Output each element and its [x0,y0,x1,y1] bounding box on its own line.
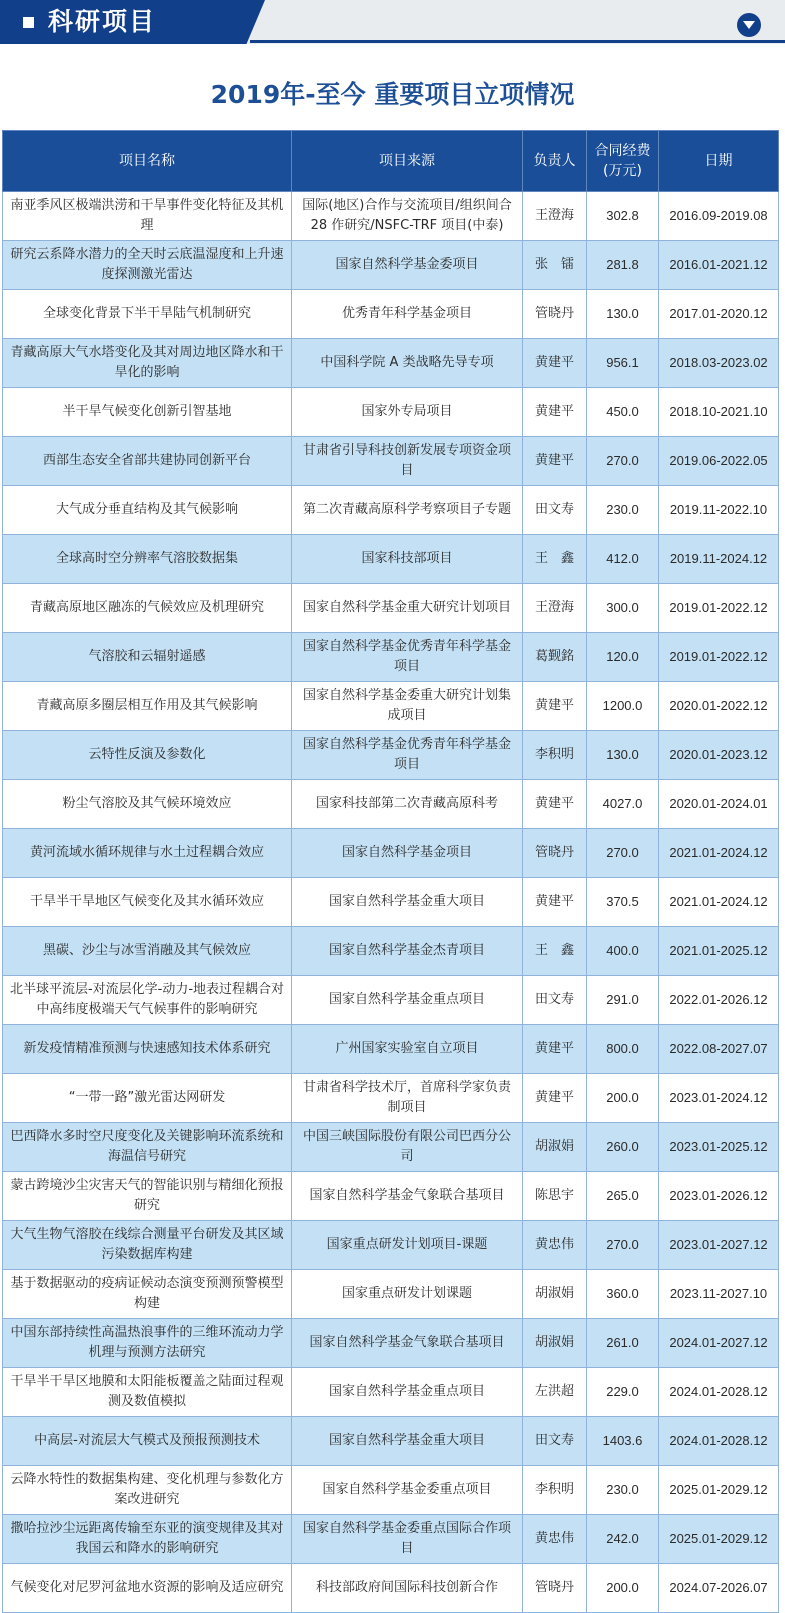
project-source-cell: 国家自然科学基金重点项目 [292,976,523,1025]
project-name-cell: 撒哈拉沙尘远距离传输至东亚的演变规律及其对我国云和降水的影响研究 [3,1515,292,1564]
col-header-funds-line1: 合同经费 [594,143,651,159]
project-source-cell: 中国科学院 A 类战略先导专项 [292,339,523,388]
project-funds-cell: 200.0 [587,1564,659,1613]
project-date-cell: 2022.01-2026.12 [659,976,779,1025]
project-funds-cell: 261.0 [587,1319,659,1368]
table-row [3,1564,779,1613]
project-date-cell: 2018.10-2021.10 [659,388,779,437]
project-funds-cell: 230.0 [587,1466,659,1515]
project-funds-cell: 260.0 [587,1123,659,1172]
project-source-cell: 国家自然科学基金委重点项目 [292,1466,523,1515]
project-date-cell: 2023.11-2027.10 [659,1270,779,1319]
project-name-cell: 粉尘气溶胶及其气候环境效应 [3,780,292,829]
project-source-cell: 甘肃省引导科技创新发展专项资金项目 [292,437,523,486]
project-name-cell: 云特性反演及参数化 [3,731,292,780]
project-date-cell: 2016.01-2021.12 [659,241,779,290]
project-name-cell: 蒙古跨境沙尘灾害天气的智能识别与精细化预报研究 [3,1172,292,1221]
project-lead-cell: 王 鑫 [523,927,587,976]
table-row [3,437,779,486]
project-source-cell: 国家科技部项目 [292,535,523,584]
table-row [3,633,779,682]
project-date-cell: 2023.01-2026.12 [659,1172,779,1221]
project-source-cell: 国家重点研发计划项目-课题 [292,1221,523,1270]
project-date-cell: 2019.11-2024.12 [659,535,779,584]
project-lead-cell: 田文寿 [523,1417,587,1466]
project-lead-cell: 李积明 [523,731,587,780]
project-funds-cell: 400.0 [587,927,659,976]
project-source-cell: 国家外专局项目 [292,388,523,437]
table-row [3,241,779,290]
project-name-cell: 云降水特性的数据集构建、变化机理与参数化方案改进研究 [3,1466,292,1515]
project-name-cell: 研究云系降水潜力的全天时云底温湿度和上升速度探测激光雷达 [3,241,292,290]
project-source-cell: 国际(地区)合作与交流项目/组织间合 28 作研究/NSFC-TRF 项目(中泰) [292,192,523,241]
project-name-cell: 全球高时空分辨率气溶胶数据集 [3,535,292,584]
project-lead-cell: 王澄海 [523,192,587,241]
project-source-cell: 国家自然科学基金项目 [292,829,523,878]
project-funds-cell: 800.0 [587,1025,659,1074]
project-funds-cell: 450.0 [587,388,659,437]
table-row [3,976,779,1025]
project-name-cell: “一带一路”激光雷达网研发 [3,1074,292,1123]
project-lead-cell: 黄建平 [523,1025,587,1074]
col-header-name: 项目名称 [3,131,292,192]
project-date-cell: 2024.01-2027.12 [659,1319,779,1368]
col-header-funds [587,131,659,192]
table-row [3,535,779,584]
project-lead-cell: 胡淑娟 [523,1270,587,1319]
table-row [3,1074,779,1123]
project-date-cell: 2024.07-2026.07 [659,1564,779,1613]
project-source-cell: 国家自然科学基金重点项目 [292,1368,523,1417]
section-title: 科研项目 [48,7,157,36]
project-lead-cell: 张 镭 [523,241,587,290]
project-funds-cell: 300.0 [587,584,659,633]
table-row [3,1270,779,1319]
project-date-cell: 2020.01-2022.12 [659,682,779,731]
project-lead-cell: 王澄海 [523,584,587,633]
project-name-cell: 大气生物气溶胶在线综合测量平台研发及其区域污染数据库构建 [3,1221,292,1270]
project-date-cell: 2017.01-2020.12 [659,290,779,339]
project-name-cell: 黄河流域水循环规律与水土过程耦合效应 [3,829,292,878]
col-header-source: 项目来源 [292,131,523,192]
project-funds-cell: 1403.6 [587,1417,659,1466]
project-date-cell: 2019.06-2022.05 [659,437,779,486]
table-row [3,290,779,339]
table-row [3,1417,779,1466]
project-funds-cell: 360.0 [587,1270,659,1319]
project-date-cell: 2020.01-2024.01 [659,780,779,829]
project-name-cell: 新发疫情精准预测与快速感知技术体系研究 [3,1025,292,1074]
project-funds-cell: 302.8 [587,192,659,241]
project-lead-cell: 田文寿 [523,486,587,535]
project-name-cell: 黑碳、沙尘与冰雪消融及其气候效应 [3,927,292,976]
table-row [3,388,779,437]
project-source-cell: 国家自然科学基金重大项目 [292,878,523,927]
project-funds-cell: 120.0 [587,633,659,682]
project-date-cell: 2023.01-2025.12 [659,1123,779,1172]
table-row [3,927,779,976]
project-name-cell: 大气成分垂直结构及其气候影响 [3,486,292,535]
project-lead-cell: 黄忠伟 [523,1221,587,1270]
table-row [3,780,779,829]
projects-table [2,130,779,1613]
table-row [3,192,779,241]
project-date-cell: 2019.01-2022.12 [659,584,779,633]
table-row [3,1466,779,1515]
table-row [3,486,779,535]
project-source-cell: 科技部政府间国际科技创新合作 [292,1564,523,1613]
table-row [3,1368,779,1417]
project-funds-cell: 230.0 [587,486,659,535]
project-funds-cell: 130.0 [587,290,659,339]
project-source-cell: 甘肃省科学技术厅，首席科学家负责制项目 [292,1074,523,1123]
col-header-date: 日期 [659,131,779,192]
project-funds-cell: 270.0 [587,829,659,878]
project-name-cell: 全球变化背景下半干旱陆气机制研究 [3,290,292,339]
project-name-cell: 干旱半干旱区地膜和太阳能板覆盖之陆面过程观测及数值模拟 [3,1368,292,1417]
project-date-cell: 2019.11-2022.10 [659,486,779,535]
table-row [3,878,779,927]
project-name-cell: 中高层-对流层大气模式及预报预测技术 [3,1417,292,1466]
project-source-cell: 国家自然科学基金重大研究计划项目 [292,584,523,633]
project-lead-cell: 胡淑娟 [523,1123,587,1172]
project-name-cell: 北半球平流层-对流层化学-动力-地表过程耦合对中高纬度极端天气气候事件的影响研究 [3,976,292,1025]
project-funds-cell: 200.0 [587,1074,659,1123]
table-row [3,1515,779,1564]
table-row [3,1123,779,1172]
project-lead-cell: 黄忠伟 [523,1515,587,1564]
project-date-cell: 2023.01-2027.12 [659,1221,779,1270]
project-source-cell: 国家自然科学基金优秀青年科学基金项目 [292,731,523,780]
table-row [3,584,779,633]
project-source-cell: 国家自然科学基金委项目 [292,241,523,290]
project-source-cell: 国家自然科学基金气象联合基项目 [292,1172,523,1221]
project-lead-cell: 葛觐銘 [523,633,587,682]
project-name-cell: 中国东部持续性高温热浪事件的三维环流动力学机理与预测方法研究 [3,1319,292,1368]
project-funds-cell: 1200.0 [587,682,659,731]
project-lead-cell: 黄建平 [523,339,587,388]
col-header-funds-line2: (万元) [603,163,642,179]
project-name-cell: 气溶胶和云辐射遥感 [3,633,292,682]
project-funds-cell: 956.1 [587,339,659,388]
project-source-cell: 国家自然科学基金优秀青年科学基金项目 [292,633,523,682]
project-source-cell: 第二次青藏高原科学考察项目子专题 [292,486,523,535]
project-date-cell: 2024.01-2028.12 [659,1417,779,1466]
project-date-cell: 2021.01-2024.12 [659,829,779,878]
project-date-cell: 2024.01-2028.12 [659,1368,779,1417]
project-name-cell: 半干旱气候变化创新引智基地 [3,388,292,437]
project-lead-cell: 黄建平 [523,437,587,486]
project-lead-cell: 黄建平 [523,878,587,927]
table-row [3,1221,779,1270]
col-header-lead: 负责人 [523,131,587,192]
project-date-cell: 2016.09-2019.08 [659,192,779,241]
project-lead-cell: 左洪超 [523,1368,587,1417]
project-source-cell: 国家自然科学基金委重大研究计划集成项目 [292,682,523,731]
project-lead-cell: 黄建平 [523,388,587,437]
project-lead-cell: 胡淑娟 [523,1319,587,1368]
project-source-cell: 国家自然科学基金气象联合基项目 [292,1319,523,1368]
project-name-cell: 干旱半干旱地区气候变化及其水循环效应 [3,878,292,927]
chevron-down-icon[interactable] [737,13,761,37]
project-lead-cell: 黄建平 [523,1074,587,1123]
project-source-cell: 国家自然科学基金杰青项目 [292,927,523,976]
project-date-cell: 2022.08-2027.07 [659,1025,779,1074]
project-lead-cell: 管晓丹 [523,290,587,339]
project-funds-cell: 412.0 [587,535,659,584]
project-source-cell: 国家自然科学基金重大项目 [292,1417,523,1466]
project-funds-cell: 281.8 [587,241,659,290]
table-row [3,682,779,731]
project-lead-cell: 黄建平 [523,682,587,731]
project-name-cell: 巴西降水多时空尺度变化及关键影响环流系统和海温信号研究 [3,1123,292,1172]
project-funds-cell: 270.0 [587,1221,659,1270]
project-source-cell: 国家重点研发计划课题 [292,1270,523,1319]
square-bullet-icon [23,17,34,28]
project-date-cell: 2019.01-2022.12 [659,633,779,682]
project-lead-cell: 管晓丹 [523,1564,587,1613]
project-funds-cell: 242.0 [587,1515,659,1564]
project-name-cell: 青藏高原地区融冻的气候效应及机理研究 [3,584,292,633]
project-name-cell: 气候变化对尼罗河盆地水资源的影响及适应研究 [3,1564,292,1613]
project-date-cell: 2021.01-2025.12 [659,927,779,976]
project-lead-cell: 田文寿 [523,976,587,1025]
project-source-cell: 中国三峡国际股份有限公司巴西分公司 [292,1123,523,1172]
project-lead-cell: 李积明 [523,1466,587,1515]
table-row [3,829,779,878]
project-funds-cell: 370.5 [587,878,659,927]
banner-underline [250,40,785,43]
table-row [3,1172,779,1221]
project-lead-cell: 管晓丹 [523,829,587,878]
project-funds-cell: 130.0 [587,731,659,780]
project-funds-cell: 291.0 [587,976,659,1025]
table-row [3,1025,779,1074]
table-header-row [3,131,779,192]
project-funds-cell: 229.0 [587,1368,659,1417]
project-source-cell: 国家自然科学基金委重点国际合作项目 [292,1515,523,1564]
project-date-cell: 2023.01-2024.12 [659,1074,779,1123]
project-source-cell: 广州国家实验室自立项目 [292,1025,523,1074]
table-row [3,731,779,780]
project-lead-cell: 王 鑫 [523,535,587,584]
project-name-cell: 南亚季风区极端洪涝和干旱事件变化特征及其机理 [3,192,292,241]
project-source-cell: 优秀青年科学基金项目 [292,290,523,339]
project-name-cell: 青藏高原大气水塔变化及其对周边地区降水和干旱化的影响 [3,339,292,388]
project-date-cell: 2018.03-2023.02 [659,339,779,388]
table-row [3,339,779,388]
project-lead-cell: 黄建平 [523,780,587,829]
page-title: 2019年-至今 重要项目立项情况 [210,80,575,109]
project-source-cell: 国家科技部第二次青藏高原科考 [292,780,523,829]
project-funds-cell: 4027.0 [587,780,659,829]
section-banner [0,0,785,44]
project-name-cell: 青藏高原多圈层相互作用及其气候影响 [3,682,292,731]
project-date-cell: 2025.01-2029.12 [659,1466,779,1515]
project-funds-cell: 270.0 [587,437,659,486]
project-date-cell: 2020.01-2023.12 [659,731,779,780]
project-funds-cell: 265.0 [587,1172,659,1221]
table-row [3,1319,779,1368]
project-name-cell: 基于数据驱动的疫病证候动态演变预测预警模型构建 [3,1270,292,1319]
project-date-cell: 2021.01-2024.12 [659,878,779,927]
project-name-cell: 西部生态安全省部共建协同创新平台 [3,437,292,486]
project-date-cell: 2025.01-2029.12 [659,1515,779,1564]
project-lead-cell: 陈思宇 [523,1172,587,1221]
